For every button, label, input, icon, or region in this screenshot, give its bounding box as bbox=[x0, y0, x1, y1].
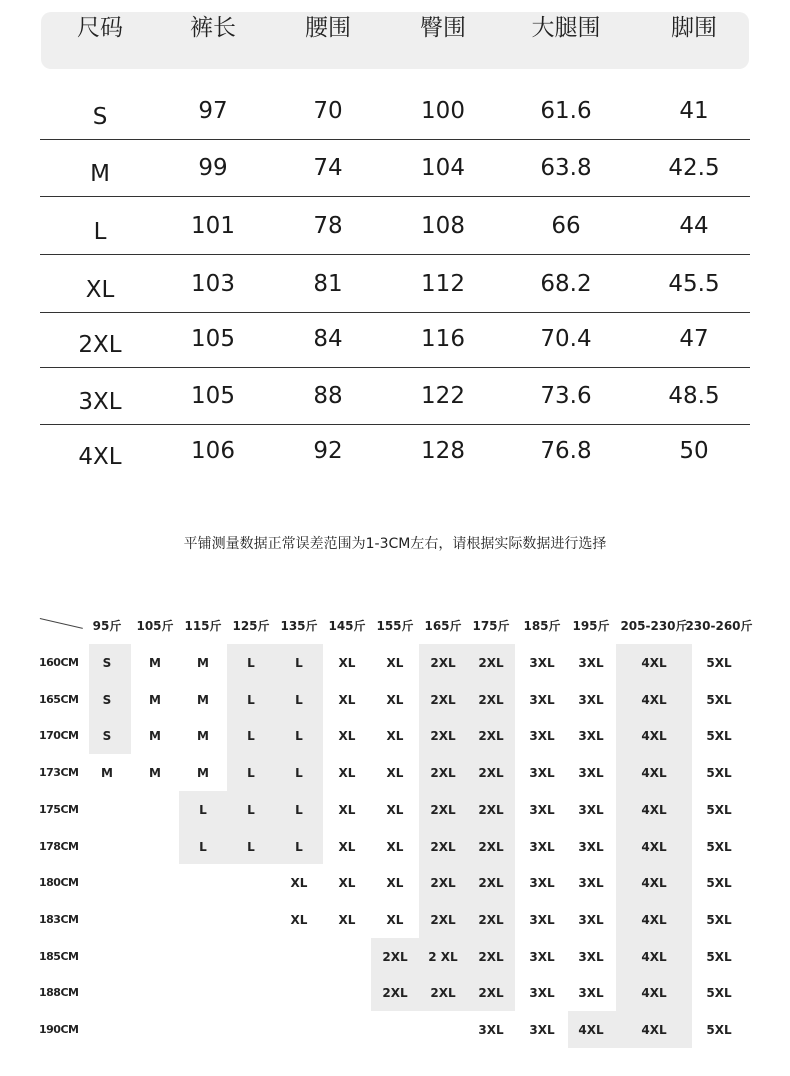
size-recommendation: XL bbox=[290, 876, 308, 891]
size-table-cell: 88 bbox=[313, 383, 343, 409]
height-label: 173CM bbox=[39, 766, 79, 780]
size-table-cell: 41 bbox=[679, 98, 709, 124]
weight-header: 205-230斤 bbox=[620, 619, 688, 633]
size-recommendation: 3XL bbox=[578, 876, 604, 891]
size-table-cell: 68.2 bbox=[540, 271, 592, 297]
size-table-header-cell: 大腿围 bbox=[531, 15, 601, 41]
size-recommendation: 3XL bbox=[578, 766, 604, 781]
size-recommendation: 2XL bbox=[430, 912, 456, 927]
height-label: 165CM bbox=[39, 692, 79, 706]
size-recommendation: 5XL bbox=[706, 949, 732, 964]
size-table-cell: 48.5 bbox=[668, 383, 720, 409]
size-recommendation: 2XL bbox=[478, 912, 504, 927]
size-recommendation: L bbox=[295, 656, 303, 670]
size-table-header-cell: 脚围 bbox=[671, 15, 717, 41]
size-recommendation: L bbox=[247, 802, 255, 817]
size-table-header-cell: 尺码 bbox=[77, 15, 123, 41]
size-table-cell: 78 bbox=[313, 213, 343, 239]
size-recommendation: 5XL bbox=[706, 729, 732, 744]
size-recommendation: M bbox=[149, 729, 161, 744]
size-recommendation: 2XL bbox=[478, 876, 504, 891]
size-recommendation: 4XL bbox=[641, 1023, 667, 1037]
size-recommendation: 2XL bbox=[430, 729, 456, 744]
height-label: 170CM bbox=[39, 729, 79, 743]
size-recommendation: L bbox=[247, 766, 255, 781]
height-label: 183CM bbox=[39, 912, 79, 926]
size-recommendation: 2XL bbox=[478, 656, 504, 670]
height-label: 188CM bbox=[39, 986, 79, 1000]
size-recommendation: L bbox=[295, 729, 303, 744]
size-recommendation: 3XL bbox=[578, 802, 604, 817]
size-table-cell: 42.5 bbox=[668, 155, 720, 181]
weight-header: 155斤 bbox=[376, 619, 414, 633]
weight-header: 95斤 bbox=[92, 619, 122, 633]
size-table-cell: 73.6 bbox=[540, 383, 592, 409]
size-recommendation: 5XL bbox=[706, 656, 732, 670]
size-recommendation: XL bbox=[338, 692, 356, 707]
size-recommendation: L bbox=[295, 802, 303, 817]
size-table-cell: 103 bbox=[191, 271, 235, 297]
size-table-cell: 122 bbox=[421, 383, 465, 409]
size-recommendation: 3XL bbox=[529, 692, 555, 707]
height-label: 190CM bbox=[39, 1023, 79, 1036]
size-recommendation: M bbox=[197, 692, 209, 707]
size-table-row bbox=[40, 424, 750, 480]
size-recommendation: 5XL bbox=[706, 766, 732, 781]
size-recommendation: M bbox=[101, 766, 113, 781]
size-table-cell: 66 bbox=[551, 213, 581, 239]
size-table-cell: S bbox=[92, 104, 108, 130]
size-recommendation: M bbox=[197, 729, 209, 744]
size-table-cell: 47 bbox=[679, 326, 709, 352]
size-table-row bbox=[40, 84, 750, 140]
size-recommendation: XL bbox=[386, 802, 404, 817]
size-recommendation: 4XL bbox=[578, 1023, 604, 1037]
size-recommendation: L bbox=[295, 766, 303, 781]
size-recommendation: XL bbox=[386, 912, 404, 927]
weight-header: 145斤 bbox=[328, 619, 366, 633]
size-table-cell: 100 bbox=[421, 98, 465, 124]
size-table-cell: 2XL bbox=[78, 332, 122, 358]
size-recommendation: 3XL bbox=[529, 766, 555, 781]
size-table-row bbox=[40, 312, 750, 368]
size-table-cell: 70.4 bbox=[540, 326, 592, 352]
size-recommendation: XL bbox=[338, 802, 356, 817]
size-table-cell: 106 bbox=[191, 438, 235, 464]
size-recommendation: 3XL bbox=[529, 876, 555, 891]
row-divider bbox=[40, 254, 750, 255]
size-recommendation: 4XL bbox=[641, 839, 667, 854]
size-table-cell: M bbox=[90, 161, 110, 187]
size-recommendation: 5XL bbox=[706, 839, 732, 854]
size-recommendation: 2XL bbox=[478, 839, 504, 854]
size-recommendation: 2XL bbox=[478, 949, 504, 964]
size-recommendation: XL bbox=[386, 839, 404, 854]
size-recommendation: L bbox=[247, 656, 255, 670]
size-table-header-cell: 裤长 bbox=[190, 15, 236, 41]
size-recommendation: 2XL bbox=[430, 656, 456, 670]
size-recommendation: XL bbox=[338, 766, 356, 781]
size-recommendation: XL bbox=[386, 876, 404, 891]
size-recommendation: 5XL bbox=[706, 692, 732, 707]
size-recommendation: XL bbox=[386, 766, 404, 781]
size-recommendation: 2XL bbox=[478, 802, 504, 817]
size-recommendation: 4XL bbox=[641, 986, 667, 1001]
size-recommendation: 2XL bbox=[382, 949, 408, 964]
size-recommendation: 3XL bbox=[578, 729, 604, 744]
weight-header: 165斤 bbox=[424, 619, 462, 633]
size-recommendation: 2XL bbox=[430, 876, 456, 891]
size-recommendation: 3XL bbox=[578, 656, 604, 670]
size-table-header-cell: 臀围 bbox=[420, 15, 466, 41]
size-recommendation: 3XL bbox=[529, 986, 555, 1001]
size-recommendation: XL bbox=[338, 656, 356, 670]
size-recommendation: 3XL bbox=[529, 802, 555, 817]
size-recommendation: M bbox=[149, 692, 161, 707]
size-table-cell: 74 bbox=[313, 155, 343, 181]
size-table-cell: 4XL bbox=[78, 444, 122, 470]
size-recommendation: 3XL bbox=[529, 949, 555, 964]
size-table-row bbox=[40, 257, 750, 313]
size-recommendation: L bbox=[295, 692, 303, 707]
size-recommendation: 2XL bbox=[478, 986, 504, 1001]
size-recommendation: XL bbox=[290, 912, 308, 927]
size-recommendation: 3XL bbox=[578, 839, 604, 854]
weight-header: 105斤 bbox=[136, 619, 174, 633]
size-recommendation: 2XL bbox=[382, 986, 408, 1001]
size-table-cell: 112 bbox=[421, 271, 465, 297]
size-recommendation: L bbox=[199, 802, 207, 817]
size-recommendation: 3XL bbox=[529, 839, 555, 854]
size-recommendation: M bbox=[197, 656, 209, 670]
size-recommendation: 5XL bbox=[706, 802, 732, 817]
size-recommendation: 2XL bbox=[478, 766, 504, 781]
size-recommendation: 4XL bbox=[641, 729, 667, 744]
weight-header: 185斤 bbox=[523, 619, 561, 633]
size-table-cell: 3XL bbox=[78, 389, 122, 415]
size-recommendation: 2XL bbox=[478, 729, 504, 744]
size-recommendation: 3XL bbox=[529, 912, 555, 927]
size-recommendation: 5XL bbox=[706, 986, 732, 1001]
size-recommendation: 3XL bbox=[529, 729, 555, 744]
size-recommendation: 3XL bbox=[578, 949, 604, 964]
size-recommendation: S bbox=[102, 729, 112, 744]
height-label: 180CM bbox=[39, 876, 79, 890]
row-divider bbox=[40, 139, 750, 140]
size-table-cell: 116 bbox=[421, 326, 465, 352]
size-table-row bbox=[40, 369, 750, 425]
size-table-cell: 61.6 bbox=[540, 98, 592, 124]
size-recommendation: 2XL bbox=[430, 766, 456, 781]
size-table-cell: 81 bbox=[313, 271, 343, 297]
size-recommendation: M bbox=[149, 656, 161, 670]
size-table-cell: 44 bbox=[679, 213, 709, 239]
size-table-cell: 50 bbox=[679, 438, 709, 464]
size-recommendation: S bbox=[102, 656, 112, 670]
size-recommendation: 4XL bbox=[641, 692, 667, 707]
size-recommendation: 2XL bbox=[478, 692, 504, 707]
size-recommendation: 3XL bbox=[478, 1023, 504, 1037]
height-label: 160CM bbox=[39, 656, 79, 669]
size-table-cell: XL bbox=[85, 277, 115, 303]
weight-header: 195斤 bbox=[572, 619, 610, 633]
height-label: 175CM bbox=[39, 802, 79, 816]
size-recommendation: 3XL bbox=[529, 656, 555, 670]
size-recommendation: 5XL bbox=[706, 1023, 732, 1037]
size-table-cell: 45.5 bbox=[668, 271, 720, 297]
size-recommendation: 2XL bbox=[430, 692, 456, 707]
size-recommendation: XL bbox=[338, 876, 356, 891]
size-recommendation: 3XL bbox=[578, 986, 604, 1001]
size-recommendation: 3XL bbox=[578, 912, 604, 927]
size-table-cell: 97 bbox=[198, 98, 228, 124]
size-recommendation: XL bbox=[338, 912, 356, 927]
size-table-row bbox=[40, 199, 750, 255]
size-recommendation: 4XL bbox=[641, 766, 667, 781]
size-recommendation: L bbox=[247, 692, 255, 707]
size-table-cell: 63.8 bbox=[540, 155, 592, 181]
shaded-group bbox=[419, 644, 515, 938]
size-recommendation: 2 XL bbox=[428, 949, 458, 964]
size-recommendation: XL bbox=[386, 692, 404, 707]
row-divider bbox=[40, 196, 750, 197]
size-recommendation: M bbox=[149, 766, 161, 781]
measurement-note: 平铺测量数据正常误差范围为1-3CM左右，请根据实际数据进行选择 bbox=[183, 536, 607, 552]
row-divider bbox=[40, 367, 750, 368]
size-table-cell: 76.8 bbox=[540, 438, 592, 464]
size-recommendation: 2XL bbox=[430, 802, 456, 817]
size-recommendation: XL bbox=[386, 729, 404, 744]
size-table-cell: L bbox=[93, 219, 107, 245]
size-recommendation: S bbox=[102, 692, 112, 707]
size-recommendation: 5XL bbox=[706, 912, 732, 927]
size-recommendation: XL bbox=[386, 656, 404, 670]
height-label: 185CM bbox=[39, 949, 79, 963]
weight-header: 135斤 bbox=[280, 619, 318, 633]
size-table-header-cell: 腰围 bbox=[305, 15, 351, 41]
size-table-cell: 101 bbox=[191, 213, 235, 239]
size-recommendation: 4XL bbox=[641, 876, 667, 891]
size-table-cell: 99 bbox=[198, 155, 228, 181]
size-recommendation: 2XL bbox=[430, 986, 456, 1001]
size-recommendation: 5XL bbox=[706, 876, 732, 891]
size-table-cell: 128 bbox=[421, 438, 465, 464]
shaded-group bbox=[227, 644, 323, 864]
weight-header: 125斤 bbox=[232, 619, 270, 633]
size-table-cell: 105 bbox=[191, 383, 235, 409]
size-recommendation: XL bbox=[338, 839, 356, 854]
size-table-cell: 92 bbox=[313, 438, 343, 464]
size-recommendation: L bbox=[247, 839, 255, 854]
size-table-cell: 84 bbox=[313, 326, 343, 352]
size-recommendation: L bbox=[199, 839, 207, 854]
size-recommendation: 4XL bbox=[641, 949, 667, 964]
size-table-cell: 70 bbox=[313, 98, 343, 124]
size-recommendation: 3XL bbox=[578, 692, 604, 707]
size-table-cell: 105 bbox=[191, 326, 235, 352]
size-recommendation: 3XL bbox=[529, 1023, 555, 1037]
size-table-cell: 108 bbox=[421, 213, 465, 239]
size-recommendation: 4XL bbox=[641, 656, 667, 670]
size-recommendation: 2XL bbox=[430, 839, 456, 854]
weight-header: 175斤 bbox=[472, 619, 510, 633]
size-recommendation: L bbox=[295, 839, 303, 854]
weight-header: 115斤 bbox=[184, 619, 222, 633]
height-label: 178CM bbox=[39, 839, 79, 853]
size-recommendation: M bbox=[197, 766, 209, 781]
size-recommendation: XL bbox=[338, 729, 356, 744]
size-recommendation: 4XL bbox=[641, 912, 667, 927]
size-recommendation: L bbox=[247, 729, 255, 744]
size-table-cell: 104 bbox=[421, 155, 465, 181]
size-table-row bbox=[40, 141, 750, 197]
weight-header: 230-260斤 bbox=[685, 619, 753, 633]
size-recommendation: 4XL bbox=[641, 802, 667, 817]
